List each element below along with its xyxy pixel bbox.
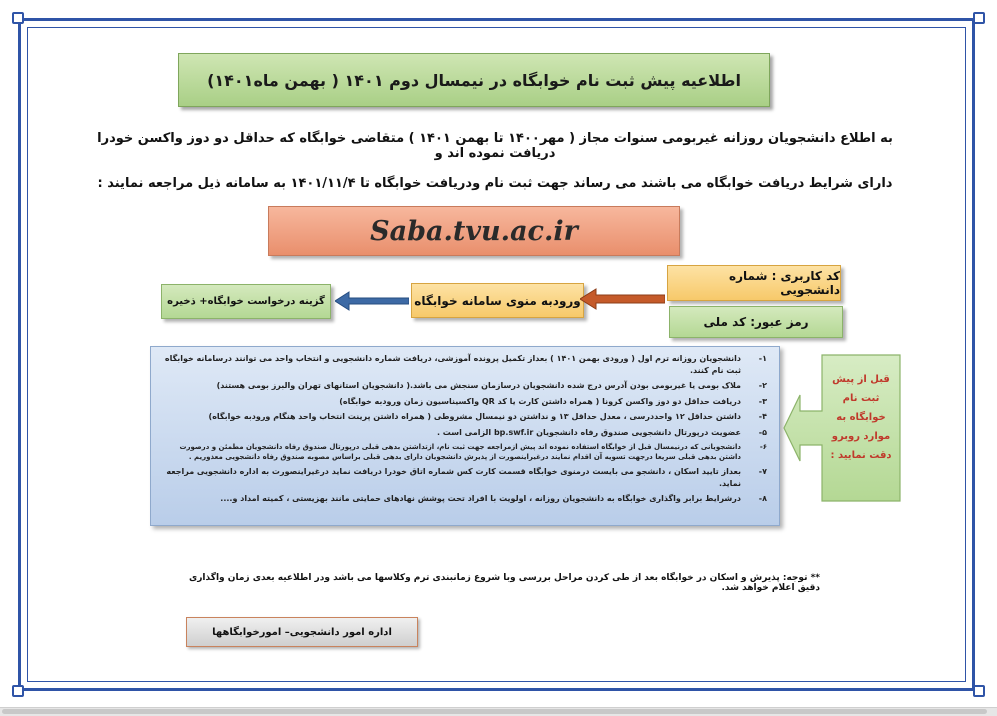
list-item: ۴- داشتن حداقل ۱۲ واحددرسی ، معدل حداقل ۱۳ و نداشتن دو نیمسال مشروطی ( همراه داشتن پرینت انتخاب واحد هنگام ورودبه خوابگاه): [208, 412, 767, 421]
list-item: ۱- دانشجویان روزانه ترم اول ( ورودی بهمن ۱۴۰۱ ) بعداز تکمیل پرونده آموزشی، دریافت شماره دانشجویی و انتخاب واحد می توانند درسامانه خوابگاه ثبت نام کنند.: [164, 354, 767, 375]
intro-line-1: به اطلاع دانشجویان روزانه غیربومی سنوات مجاز ( مهر۱۴۰۰ تا بهمن ۱۴۰۱ ) متقاضی خوابگاه که حداقل دو دوز واکسن خودرا دریافت نموده اند و: [97, 131, 893, 161]
dorm-menu-box: ورودبه منوی سامانه خوابگاه: [411, 283, 584, 318]
list-item: ۷- بعداز تایید اسکان ، دانشجو می بایست درمنوی خوابگاه قسمت کارت کس شماره اتاق خودرا دریافت نماید درغیراینصورت به اداره دانشجویی مراجعه نماید.: [166, 467, 767, 488]
website-url[interactable]: Saba.tvu.ac.ir: [268, 206, 680, 256]
corner-ornament: [12, 685, 24, 697]
corner-ornament: [12, 12, 24, 24]
corner-ornament: [973, 685, 985, 697]
footnote: ** توجه: پذیرش و اسکان در خوابگاه بعد از طی کردن مراحل بررسی وبا شروع زمانبندی ترم وکلاسها می باشد ودر اطلاعیه بعدی زمان واگذاری دقیق اعلام خواهد شد.: [189, 573, 820, 593]
department-label: اداره امور دانشجویی– امورخوابگاهها: [186, 617, 418, 647]
scrollbar-thumb[interactable]: [2, 709, 987, 714]
list-item: ۶- دانشجویانی که درنیمسال قبل از خوابگاه استفاده نموده اند پیش ازمراجعه جهت ثبت نام، ازتداشتن بدهی قبلی درپورتال صندوق رفاه دانشجویان مطمئن و درصورت داشتن بدهی قبلی سریعا درجهت تسویه آن اقدام نمایند درغیراینصورت از پذیرش دانشجویان دارای بدهی قبلی براساس مصوبه صندوق رفاه دانشجویی معذوریم .: [179, 443, 767, 461]
arrow-left-icon: [580, 288, 665, 310]
intro-line-2: دارای شرایط دریافت خوابگاه می باشند می رساند جهت ثبت نام ودریافت خوابگاه تا ۱۴۰۱/۱۱/۴ به سامانه ذیل مراجعه نمایند :: [97, 176, 893, 191]
arrow-left-icon: [335, 291, 409, 311]
list-item: ۵- عضویت درپورتال دانشجویی صندوق رفاه دانشجویان bp.swf.ir الزامی است .: [436, 427, 767, 437]
corner-ornament: [973, 12, 985, 24]
announcement-title: اطلاعیه پیش ثبت نام خوابگاه در نیمسال دوم ۱۴۰۱ ( بهمن ماه۱۴۰۱): [178, 53, 770, 107]
password-box: رمز عبور: کد ملی: [669, 306, 843, 338]
conditions-list: [150, 346, 780, 526]
request-option-box: گزینه درخواست خوابگاه+ ذخیره: [161, 284, 331, 319]
list-item: ۳- دریافت حداقل دو دوز واکسن کرونا ( همراه داشتن کارت یا کد QR واکسیناسیون زمان ورودبه خوابگاه): [339, 396, 767, 406]
list-item: ۸- درشرایط برابر واگذاری خوابگاه به دانشجویان روزانه ، اولویت با افراد تحت پوشش نهادهای حمایتی مانند بهزیستی ، کمیته امداد و....: [220, 494, 767, 503]
side-note: قبل از پیش ثبت نام خوابگاه به موارد روبرو دقت نمایید :: [830, 374, 892, 461]
username-box: کد کاربری : شماره دانشجویی: [667, 265, 841, 301]
list-item: ۲- ملاک بومی یا غیربومی بودن آدرس درج شده دانشجویان درسازمان سنجش می باشد.( دانشجویان استانهای تهران والبرز بومی هستند): [216, 381, 767, 390]
